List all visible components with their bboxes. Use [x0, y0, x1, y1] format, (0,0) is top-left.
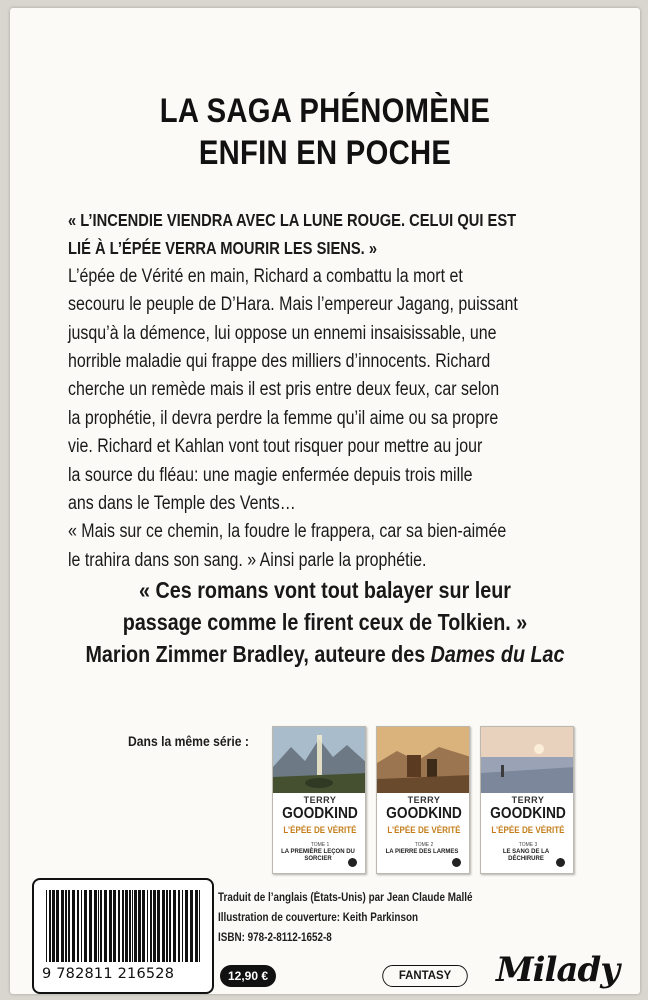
headline-line-2: ENFIN EN POCHE — [198, 134, 452, 172]
blurb-line: vie. Richard et Kahlan vont tout risquer pour mettre au jour — [68, 436, 483, 458]
blurb-line: L’épée de Vérité en main, Richard a combattu la mort et — [68, 265, 463, 287]
barcode-bar — [61, 890, 64, 962]
book-3-subtitle: LE SANG DE LA DÉCHIRURE — [502, 849, 550, 862]
blurb-line: ans dans le Temple des Vents… — [68, 493, 296, 515]
barcode-bar — [173, 890, 176, 962]
blurb — [68, 206, 578, 575]
attribution-text: Marion Zimmer Bradley, auteure des — [85, 641, 431, 667]
book-2-author-first: TERRY — [407, 795, 441, 805]
blurb-line: LIÉ À L’ÉPÉE VERRA MOURIR LES SIENS. » — [68, 238, 378, 259]
barcode-bar — [104, 890, 107, 962]
book-2-author-last: GOODKIND — [386, 805, 462, 822]
barcode-bar — [118, 890, 120, 962]
book-2-series: L’ÉPÉE DE VÉRITÉ — [387, 825, 461, 836]
blurb-line: la prophétie, il devra perdre la femme qu’il aime ou sa propre — [68, 407, 499, 429]
barcode-bar — [100, 890, 102, 962]
publisher-logo-icon — [348, 858, 357, 867]
translation-credit: Traduit de l’anglais (États-Unis) par Jean Claude Mallé — [218, 892, 473, 904]
blurb-line: horrible maladie qui frappe des milliers d’innocents. Richard — [68, 351, 491, 373]
barcode-box — [32, 878, 214, 994]
barcode-bar — [178, 890, 180, 962]
illustration-credit: Illustration de couverture: Keith Parkinson — [218, 912, 419, 924]
barcode-bar — [142, 890, 145, 962]
blurb-line: le trahira dans son sang. » Ainsi parle la prophétie. — [68, 549, 427, 571]
series-book-1 — [272, 726, 366, 874]
barcode-bar — [199, 890, 200, 962]
quote-attribution — [60, 638, 589, 670]
barcode-bar — [81, 890, 82, 962]
headline-line-1: LA SAGA PHÉNOMÈNE — [159, 92, 491, 130]
barcode-bar — [185, 890, 188, 962]
price-badge: 12,90 € — [220, 965, 276, 987]
barcode-digits: 9 782811 216528 — [42, 966, 175, 982]
barcode-bar — [77, 890, 79, 962]
blurb-line: secouru le peuple de D’Hara. Mais l’empereur Jagang, puissant — [68, 294, 518, 316]
book-1-cover-art — [273, 727, 366, 793]
isbn: ISBN: 978-2-8112-1652-8 — [218, 932, 332, 944]
quote-line-2: passage comme le firent ceux de Tolkien. » — [122, 609, 528, 635]
barcode-bar — [153, 890, 156, 962]
barcode-bar — [46, 890, 47, 962]
barcode-bar — [98, 890, 99, 962]
barcode-bar — [84, 890, 87, 962]
back-cover — [10, 8, 640, 994]
publisher-logo: Milady — [496, 950, 620, 990]
barcode-bar — [125, 890, 128, 962]
barcode-icon — [44, 890, 204, 966]
publisher-logo-icon — [452, 858, 461, 867]
barcode-bar — [182, 890, 183, 962]
book-3-cover-art — [481, 727, 574, 793]
genre-badge: FANTASY — [382, 965, 468, 987]
blurb-line: cherche un remède mais il est pris entre deux feux, car selon — [68, 379, 500, 401]
book-1-tome: TOME 1 — [310, 842, 330, 848]
barcode-bar — [72, 890, 75, 962]
barcode-bar — [169, 890, 171, 962]
barcode-bar — [68, 890, 70, 962]
book-1-author-last: GOODKIND — [282, 805, 358, 822]
book-2-cover-art — [377, 727, 470, 793]
barcode-bar — [190, 890, 193, 962]
barcode-bar — [56, 890, 59, 962]
barcode-bar — [132, 890, 133, 962]
barcode-bar — [52, 890, 55, 962]
blurb-line: jusqu’à la démence, lui oppose un ennemi insaisissable, une — [68, 322, 497, 344]
book-1-author-first: TERRY — [303, 795, 337, 805]
barcode-bar — [122, 890, 124, 962]
barcode-bar — [129, 890, 131, 962]
barcode-bar — [195, 890, 198, 962]
blurb-line: la source du fléau: une magie enfermée depuis trois mille — [68, 464, 473, 486]
attribution-book-title: Dames du Lac — [430, 641, 565, 667]
review-quote — [10, 574, 640, 670]
book-3-tome: TOME 3 — [518, 842, 538, 848]
barcode-bar — [162, 890, 165, 962]
series-book-2 — [376, 726, 470, 874]
barcode-bar — [109, 890, 112, 962]
series-label: Dans la même série : — [128, 734, 249, 749]
headline — [54, 90, 596, 174]
credits — [218, 888, 514, 948]
book-3-author-first: TERRY — [511, 795, 545, 805]
barcode-bar — [147, 890, 148, 962]
barcode-bar — [138, 890, 141, 962]
blurb-line: « L’INCENDIE VIENDRA AVEC LA LUNE ROUGE. CELUI QUI EST — [68, 210, 517, 230]
barcode-bar — [157, 890, 160, 962]
barcode-bar — [89, 890, 92, 962]
publisher-logo-icon — [556, 858, 565, 867]
book-1-series: L’ÉPÉE DE VÉRITÉ — [283, 825, 357, 836]
barcode-bar — [150, 890, 152, 962]
series-book-3 — [480, 726, 574, 874]
barcode-bar — [134, 890, 137, 962]
book-2-subtitle: LA PIERRE DES LARMES — [385, 849, 459, 855]
blurb-line: « Mais sur ce chemin, la foudre le frappera, car sa bien-aimée — [68, 521, 507, 543]
book-3-author-last: GOODKIND — [490, 805, 566, 822]
barcode-bar — [94, 890, 97, 962]
barcode-bar — [65, 890, 67, 962]
book-3-series: L’ÉPÉE DE VÉRITÉ — [491, 825, 565, 836]
barcode-bar — [166, 890, 168, 962]
barcode-bar — [49, 890, 51, 962]
book-2-tome: TOME 2 — [414, 842, 434, 848]
book-1-subtitle: LA PREMIÈRE LEÇON DU SORCIER — [281, 849, 355, 862]
barcode-bar — [113, 890, 116, 962]
quote-line-1: « Ces romans vont tout balayer sur leur — [139, 577, 511, 603]
